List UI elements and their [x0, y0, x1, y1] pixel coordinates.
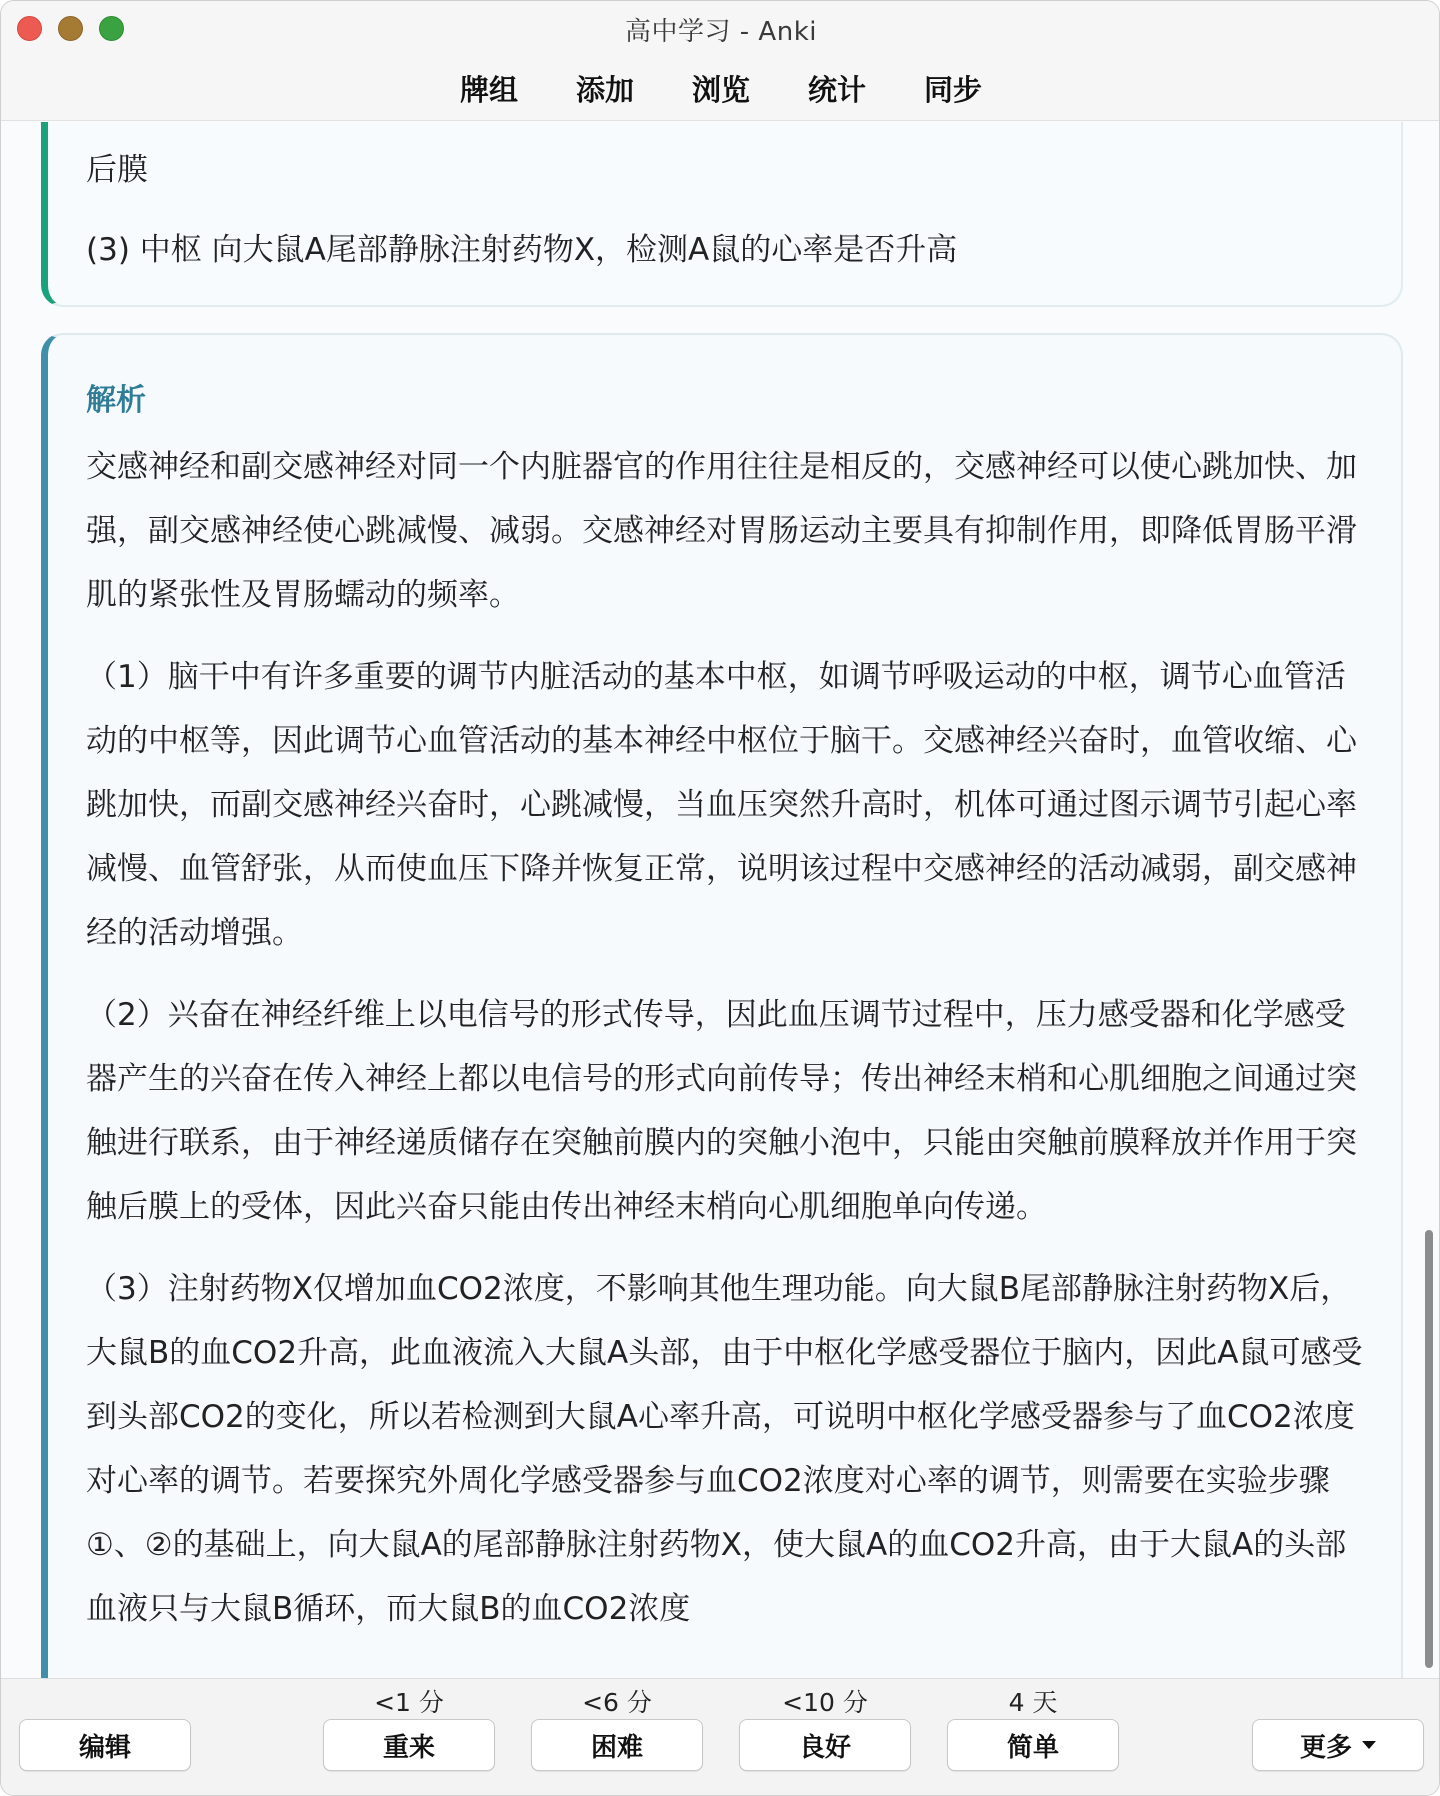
window-controls — [17, 16, 124, 41]
toolbar-stats[interactable]: 统计 — [808, 73, 867, 107]
toolbar-decks[interactable]: 牌组 — [459, 73, 518, 107]
more-button-label: 更多 — [1299, 1732, 1352, 1763]
explanation-card — [41, 333, 1403, 1678]
minimize-window-button[interactable] — [58, 16, 83, 41]
edit-button[interactable]: 编辑 — [19, 1719, 191, 1771]
answer-text-line: 后膜 — [86, 152, 148, 188]
answer-text-line: (3) 中枢 向大鼠A尾部静脉注射药物X，检测A鼠的心率是否升高 — [86, 232, 958, 268]
easy-interval: 4 天 — [1008, 1688, 1058, 1717]
chevron-down-icon — [1362, 1741, 1376, 1749]
good-interval: <10 分 — [782, 1688, 868, 1717]
answer-bar — [1, 1678, 1440, 1796]
window-title: 高中学习 - Anki — [625, 16, 817, 47]
answer-card — [41, 122, 1403, 307]
explanation-paragraph: （1）脑干中有许多重要的调节内脏活动的基本中枢，如调节呼吸运动的中枢，调节心血管活动的中枢等，因此调节心血管活动的基本神经中枢位于脑干。交感神经兴奋时，血管收缩、心跳加快，而副交感神经兴奋时，心跳减慢，当血压突然升高时，机体可通过图示调节引起心率减慢、血管舒张，从而使血压下降并恢复正常，说明该过程中交感神经的活动减弱，副交感神经的活动增强。 — [86, 659, 1357, 951]
explanation-paragraph: （3）注射药物X仅增加血CO2浓度，不影响其他生理功能。向大鼠B尾部静脉注射药物X后，大鼠B的血CO2升高，此血液流入大鼠A头部，由于中枢化学感受器位于脑内，因此A鼠可感受到头部CO2的变化，所以若检测到大鼠A心率升高，可说明中枢化学感受器参与了血CO2浓度对心率的调节。若要探究外周化学感受器参与血CO2浓度对心率的调节，则需要在实验步骤①、②的基础上，向大鼠A的尾部静脉注射药物X，使大鼠A的血CO2升高，由于大鼠A的头部血液只与大鼠B循环，而大鼠B的血CO2浓度 — [86, 1271, 1363, 1627]
easy-button[interactable]: 简单 — [947, 1719, 1119, 1771]
explanation-paragraph: （2）兴奋在神经纤维上以电信号的形式传导，因此血压调节过程中，压力感受器和化学感受器产生的兴奋在传入神经上都以电信号的形式向前传导；传出神经末梢和心肌细胞之间通过突触进行联系，由于神经递质储存在突触前膜内的突触小泡中，只能由突触前膜释放并作用于突触后膜上的受体，因此兴奋只能由传出神经末梢向心肌细胞单向传递。 — [86, 997, 1357, 1225]
title-bar — [1, 1, 1440, 57]
toolbar-add[interactable]: 添加 — [575, 73, 634, 107]
good-button[interactable]: 良好 — [739, 1719, 911, 1771]
explanation-paragraph: 交感神经和副交感神经对同一个内脏器官的作用往往是相反的，交感神经可以使心跳加快、加强，副交感神经使心跳减慢、减弱。交感神经对胃肠运动主要具有抑制作用，即降低胃肠平滑肌的紧张性及胃肠蠕动的频率。 — [86, 449, 1357, 613]
toolbar-sync[interactable]: 同步 — [924, 73, 983, 107]
hard-button[interactable]: 困难 — [531, 1719, 703, 1771]
toolbar-browse[interactable]: 浏览 — [691, 73, 750, 107]
zoom-window-button[interactable] — [99, 16, 124, 41]
review-content[interactable] — [1, 122, 1440, 1678]
close-window-button[interactable] — [17, 16, 42, 41]
more-button[interactable] — [1252, 1719, 1424, 1771]
again-interval: <1 分 — [374, 1688, 444, 1717]
main-toolbar — [1, 57, 1440, 121]
explanation-body — [86, 435, 1376, 1659]
again-button[interactable]: 重来 — [323, 1719, 495, 1771]
hard-interval: <6 分 — [582, 1688, 652, 1717]
scrollbar-thumb[interactable] — [1425, 1230, 1433, 1668]
explanation-title: 解析 — [86, 383, 146, 418]
